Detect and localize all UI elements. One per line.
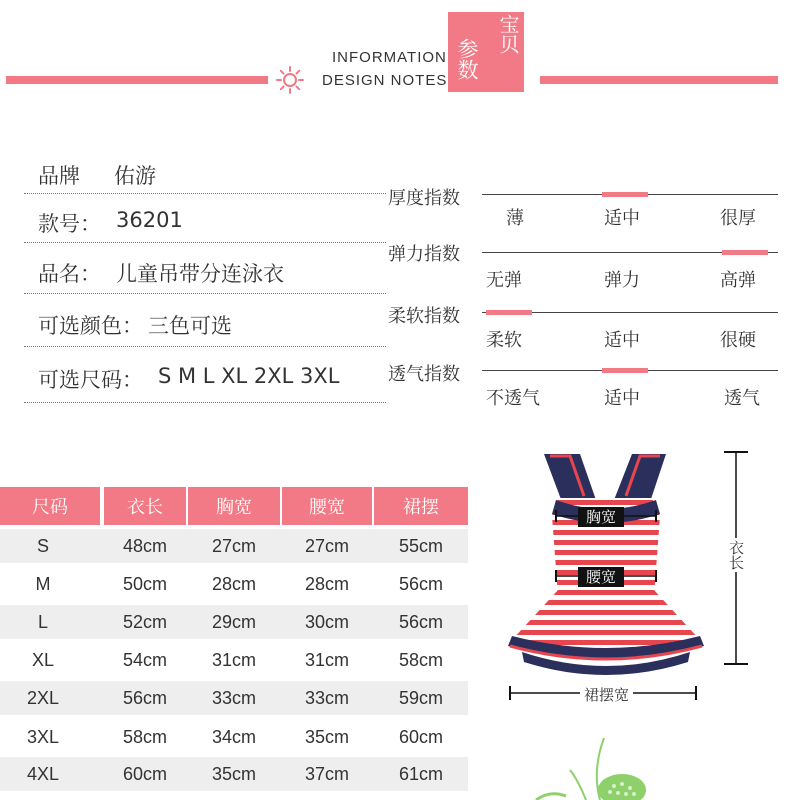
info-value: 佑游 <box>114 164 156 188</box>
size-table-header: 衣长 <box>104 487 186 525</box>
index-option: 适中 <box>604 208 640 229</box>
decorative-plant <box>530 730 660 800</box>
divider <box>24 346 386 347</box>
measure-cell: 27cm <box>304 535 349 556</box>
measure-cell: 56cm <box>398 573 443 594</box>
divider <box>24 242 386 243</box>
sun-icon <box>276 66 304 94</box>
divider <box>24 193 386 194</box>
header-badge <box>448 12 524 92</box>
measure-cell: 35cm <box>211 763 256 784</box>
info-label: 款号： <box>38 212 101 236</box>
divider <box>24 293 386 294</box>
size-table-header: 尺码 <box>0 487 100 525</box>
size-table-header: 裙摆 <box>374 487 468 525</box>
index-option: 很硬 <box>720 330 756 351</box>
hem-width-label: 裙摆宽 <box>580 684 633 705</box>
measure-cell: 30cm <box>304 611 349 632</box>
size-cell: S <box>36 535 49 556</box>
header-rule-left <box>6 76 268 84</box>
measure-cell: 58cm <box>122 726 167 747</box>
index-title: 透气指数 <box>388 364 460 385</box>
index-option: 适中 <box>604 388 640 409</box>
swimsuit-diagram <box>500 440 770 710</box>
measure-cell: 52cm <box>122 611 167 632</box>
measure-cell: 55cm <box>398 535 443 556</box>
measure-cell: 58cm <box>398 649 443 670</box>
index-title: 弹力指数 <box>388 244 460 265</box>
chest-width-label: 胸宽 <box>578 507 624 527</box>
size-table-header: 胸宽 <box>188 487 280 525</box>
index-option: 适中 <box>604 330 640 351</box>
waist-width-label: 腰宽 <box>578 567 624 587</box>
info-label: 品牌 <box>38 164 80 188</box>
index-selected-marker <box>602 192 648 197</box>
measure-cell: 29cm <box>211 611 256 632</box>
info-value: 三色可选 <box>148 314 232 338</box>
index-selected-marker <box>602 368 648 373</box>
measure-cell: 33cm <box>211 687 256 708</box>
measure-cell: 50cm <box>122 573 167 594</box>
info-label: 可选颜色： <box>38 314 143 338</box>
header-rule-right <box>540 76 778 84</box>
size-cell: M <box>35 573 51 594</box>
measure-cell: 54cm <box>122 649 167 670</box>
index-option: 高弹 <box>720 270 756 291</box>
measure-cell: 28cm <box>211 573 256 594</box>
measure-cell: 35cm <box>304 726 349 747</box>
size-cell: L <box>37 611 48 632</box>
size-cell: XL <box>31 649 55 670</box>
index-option: 很厚 <box>720 208 756 229</box>
measure-cell: 31cm <box>304 649 349 670</box>
length-label: 衣长 <box>727 540 745 570</box>
index-option: 无弹 <box>486 270 522 291</box>
measure-cell: 60cm <box>122 763 167 784</box>
header-en-line1: INFORMATION <box>332 49 447 66</box>
index-option: 薄 <box>506 208 524 229</box>
size-table-header: 腰宽 <box>282 487 372 525</box>
measure-cell: 61cm <box>398 763 443 784</box>
header-cn-left: 参数 <box>455 38 479 80</box>
info-value: S M L XL 2XL 3XL <box>158 364 340 388</box>
measure-cell: 33cm <box>304 687 349 708</box>
info-value: 儿童吊带分连泳衣 <box>116 262 284 286</box>
measure-cell: 28cm <box>304 573 349 594</box>
measure-cell: 31cm <box>211 649 256 670</box>
header-cn-top: 宝贝 <box>496 14 520 54</box>
index-option: 弹力 <box>604 270 640 291</box>
info-label: 品名： <box>38 262 101 286</box>
index-title: 柔软指数 <box>388 306 460 327</box>
divider <box>24 402 386 403</box>
index-selected-marker <box>722 250 768 255</box>
size-cell: 2XL <box>26 687 60 708</box>
right-strap <box>614 454 666 502</box>
measure-cell: 48cm <box>122 535 167 556</box>
measure-cell: 34cm <box>211 726 256 747</box>
measure-cell: 37cm <box>304 763 349 784</box>
measure-cell: 56cm <box>122 687 167 708</box>
header-en-line2: DESIGN NOTES <box>322 72 448 89</box>
index-option: 不透气 <box>486 388 540 409</box>
measure-cell: 60cm <box>398 726 443 747</box>
index-title: 厚度指数 <box>388 188 460 209</box>
size-cell: 4XL <box>26 763 60 784</box>
size-cell: 3XL <box>26 726 60 747</box>
info-label: 可选尺码： <box>38 368 143 392</box>
left-strap <box>544 454 596 502</box>
index-option: 透气 <box>724 388 760 409</box>
measure-cell: 56cm <box>398 611 443 632</box>
measure-cell: 27cm <box>211 535 256 556</box>
info-value: 36201 <box>116 208 183 232</box>
index-selected-marker <box>486 310 532 315</box>
index-option: 柔软 <box>486 330 522 351</box>
measure-cell: 59cm <box>398 687 443 708</box>
